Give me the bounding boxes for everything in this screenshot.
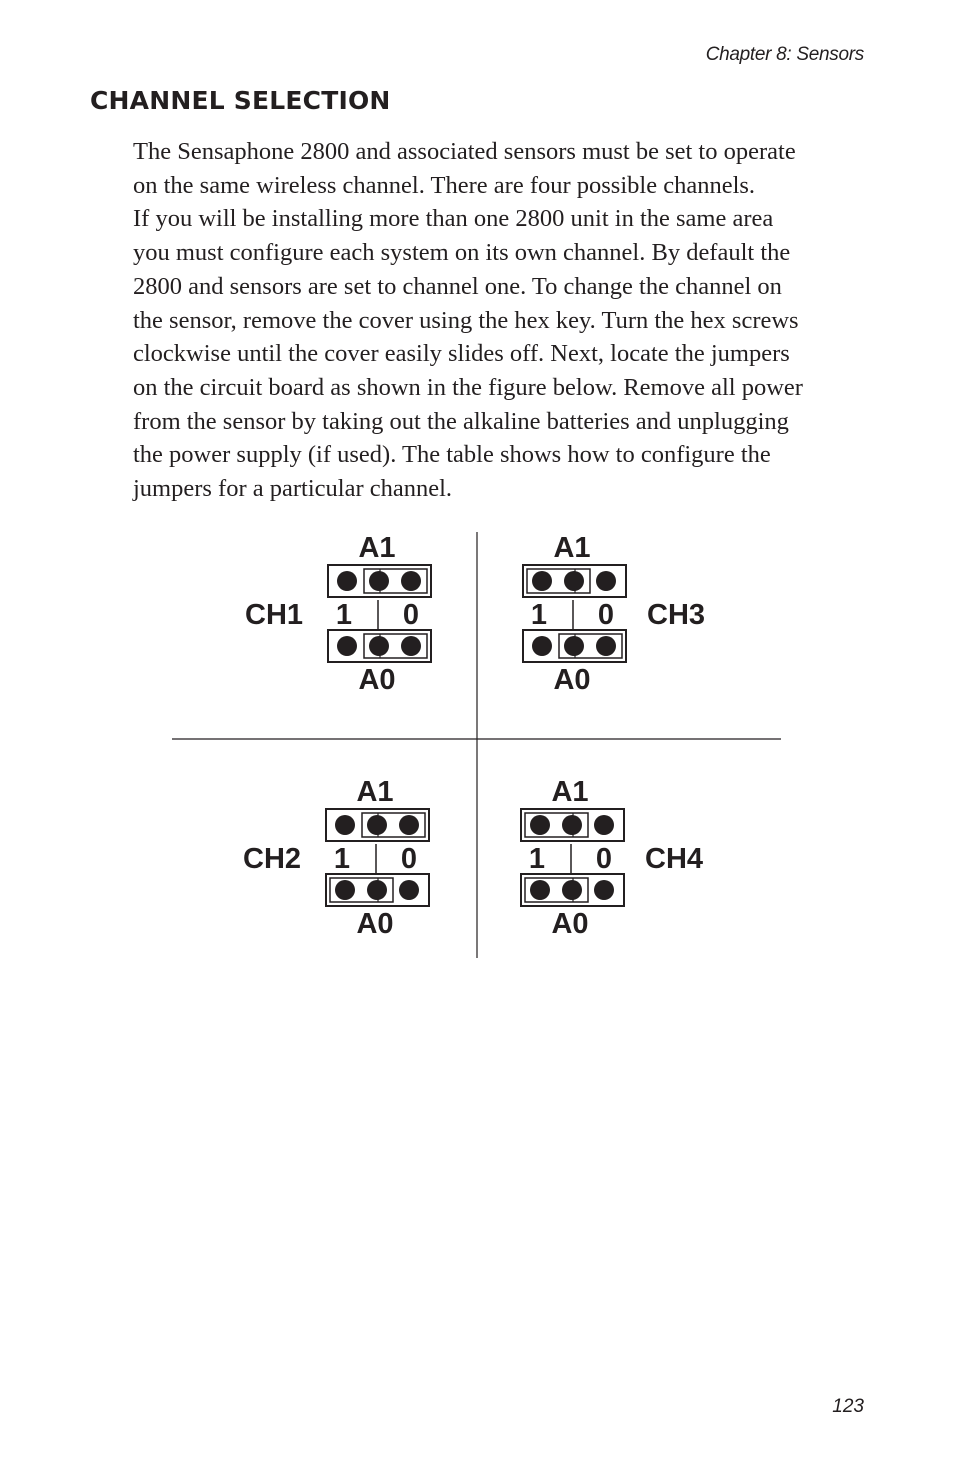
jumper-pin	[596, 571, 616, 591]
body-line: on the same wireless channel. There are four possible channels.	[133, 171, 756, 199]
position-one-label: 1	[333, 843, 351, 875]
channel-label: CH3	[647, 599, 706, 631]
jumper-pin	[337, 571, 357, 591]
channel-label: CH1	[245, 599, 304, 631]
a0-label: A0	[358, 664, 396, 696]
a0-label: A0	[553, 664, 591, 696]
a0-jumper-header	[328, 630, 431, 662]
jumper-pin	[530, 880, 550, 900]
jumper-pin	[369, 636, 389, 656]
body-line: the sensor, remove the cover using the hex key. Turn the hex screws	[133, 306, 799, 334]
jumper-pin	[399, 815, 419, 835]
jumper-pin	[335, 815, 355, 835]
jumper-pin	[562, 815, 582, 835]
jumper-pin	[594, 880, 614, 900]
a1-label: A1	[358, 532, 396, 564]
a1-jumper-header	[521, 809, 624, 841]
channel-label: CH4	[645, 843, 704, 875]
jumper-pin	[367, 880, 387, 900]
jumper-pin	[530, 815, 550, 835]
jumper-pin	[596, 636, 616, 656]
position-one-label: 1	[530, 599, 548, 631]
position-zero-label: 0	[402, 599, 420, 631]
jumper-pin	[401, 636, 421, 656]
jumper-pin	[401, 571, 421, 591]
body-line: 2800 and sensors are set to channel one. To change the channel on	[133, 272, 782, 300]
a0-jumper-header	[521, 874, 624, 906]
body-line: the power supply (if used). The table shows how to configure the	[133, 441, 771, 469]
section-title: CHANNEL SELECTION	[90, 86, 391, 115]
position-zero-label: 0	[597, 599, 615, 631]
jumper-pin	[337, 636, 357, 656]
a0-label: A0	[551, 908, 589, 940]
a0-jumper-header	[326, 874, 429, 906]
a1-label: A1	[553, 532, 591, 564]
body-line: If you will be installing more than one 2800 unit in the same area	[133, 205, 774, 233]
a1-label: A1	[356, 776, 394, 808]
body-line: on the circuit board as shown in the figure below. Remove all power	[133, 373, 803, 401]
position-one-label: 1	[528, 843, 546, 875]
page-number: 123	[832, 1396, 864, 1417]
jumper-pin	[564, 636, 584, 656]
position-zero-label: 0	[595, 843, 613, 875]
body-line: clockwise until the cover easily slides off. Next, locate the jumpers	[133, 340, 790, 368]
a1-jumper-header	[523, 565, 626, 597]
jumper-pin	[562, 880, 582, 900]
jumper-pin	[564, 571, 584, 591]
jumper-pin	[367, 815, 387, 835]
body-line: you must configure each system on its own channel. By default the	[133, 239, 791, 267]
jumper-pin	[532, 636, 552, 656]
body-line: The Sensaphone 2800 and associated sensors must be set to operate	[133, 138, 796, 165]
jumper-pin	[335, 880, 355, 900]
jumper-pin	[594, 815, 614, 835]
jumper-pin	[399, 880, 419, 900]
a1-jumper-header	[328, 565, 431, 597]
a1-label: A1	[551, 776, 589, 808]
position-one-label: 1	[335, 599, 353, 631]
a0-jumper-header	[523, 630, 626, 662]
position-zero-label: 0	[400, 843, 418, 875]
channel-label: CH2	[243, 843, 302, 875]
body-line: from the sensor by taking out the alkaline batteries and unplugging	[133, 407, 789, 435]
jumper-pin	[532, 571, 552, 591]
a0-label: A0	[356, 908, 394, 940]
jumper-pin	[369, 571, 389, 591]
a1-jumper-header	[326, 809, 429, 841]
body-line: jumpers for a particular channel.	[133, 475, 453, 503]
chapter-header: Chapter 8: Sensors	[705, 44, 864, 65]
